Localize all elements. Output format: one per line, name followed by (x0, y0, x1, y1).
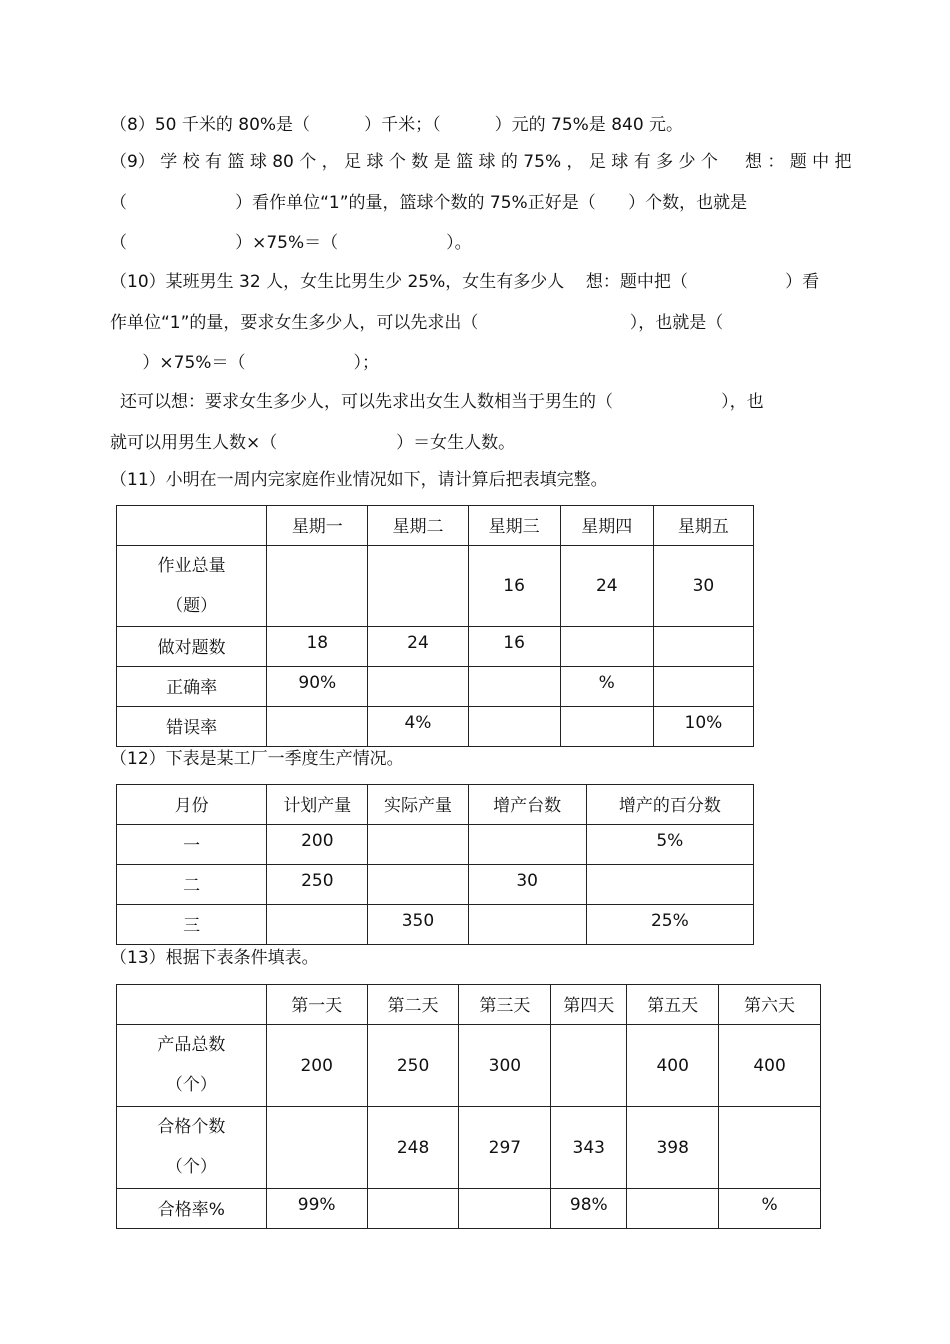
header-cell: 第五天 (627, 985, 719, 1025)
header-cell: 月份 (117, 785, 267, 825)
question-9-line-1: （9） 学 校 有 篮 球 80 个 ， 足 球 个 数 是 篮 球 的 75% ， 足 球 有 多 少 个 想 ： 题 中 把 (110, 152, 852, 172)
table-cell[interactable] (266, 1107, 367, 1189)
question-10-line-2: 作单位“1”的量，要求女生多少人，可以先求出（ ），也就是（ (110, 313, 724, 333)
table-cell[interactable] (459, 1189, 551, 1229)
table-cell: 25% (586, 905, 753, 945)
table-cell[interactable] (368, 825, 468, 865)
table-cell[interactable] (267, 905, 368, 945)
table-cell: 350 (368, 905, 468, 945)
header-cell: 第一天 (266, 985, 367, 1025)
table-cell[interactable] (586, 865, 753, 905)
table-cell: 30 (653, 546, 753, 627)
table-cell: 297 (459, 1107, 551, 1189)
header-cell: 星期二 (368, 506, 468, 546)
table-cell[interactable] (719, 1107, 821, 1189)
header-cell: 星期五 (653, 506, 753, 546)
question-12: （12）下表是某工厂一季度生产情况。 (110, 749, 404, 769)
table-cell: 300 (459, 1025, 551, 1107)
row-label: 合格个数 （个） (117, 1107, 267, 1189)
quality-table (116, 984, 821, 1229)
table-cell[interactable] (267, 707, 368, 747)
table-cell[interactable] (368, 667, 468, 707)
header-cell: 星期一 (267, 506, 368, 546)
question-9-line-2: （ ）看作单位“1”的量，篮球个数的 75%正好是（ ）个数，也就是 (110, 193, 748, 213)
table-cell[interactable] (551, 1025, 627, 1107)
table-cell: 10% (653, 707, 753, 747)
table-cell[interactable] (267, 546, 368, 627)
table-cell: 400 (719, 1025, 821, 1107)
row-label: 错误率 (117, 707, 267, 747)
row-label: 正确率 (117, 667, 267, 707)
table-cell[interactable] (468, 825, 586, 865)
header-cell: 第三天 (459, 985, 551, 1025)
table-cell[interactable] (627, 1189, 719, 1229)
table-cell: 98% (551, 1189, 627, 1229)
table-cell: 343 (551, 1107, 627, 1189)
question-9-line-3: （ ）×75%＝（ ）。 (110, 233, 472, 253)
question-10-line-5: 就可以用男生人数×（ ）＝女生人数。 (110, 433, 516, 453)
header-cell: 实际产量 (368, 785, 468, 825)
table-cell: 16 (468, 546, 560, 627)
table-cell[interactable] (653, 667, 753, 707)
row-label: 作业总量 （题） (117, 546, 267, 627)
row-label: 三 (117, 905, 267, 945)
table-cell[interactable] (367, 1189, 459, 1229)
row-label: 一 (117, 825, 267, 865)
header-cell (117, 506, 267, 546)
row-label: 产品总数 （个） (117, 1025, 267, 1107)
question-10-line-1: （10）某班男生 32 人，女生比男生少 25%，女生有多少人 想：题中把（ ）看 (110, 272, 820, 292)
header-cell: 星期四 (560, 506, 653, 546)
header-cell: 计划产量 (267, 785, 368, 825)
question-8: （8）50 千米的 80%是（ ）千米；（ ）元的 75%是 840 元。 (110, 115, 684, 135)
question-10-line-4: 还可以想：要求女生多少人，可以先求出女生人数相当于男生的（ ），也 (120, 392, 764, 412)
table-cell: 400 (627, 1025, 719, 1107)
header-cell: 第四天 (551, 985, 627, 1025)
table-cell: 24 (368, 627, 468, 667)
table-cell[interactable] (560, 707, 653, 747)
table-cell[interactable] (468, 667, 560, 707)
homework-table (116, 505, 754, 747)
table-cell: 398 (627, 1107, 719, 1189)
question-10-line-3: ）×75%＝（ ）； (110, 353, 380, 373)
table-cell: 200 (267, 825, 368, 865)
row-label: 二 (117, 865, 267, 905)
table-cell: 18 (267, 627, 368, 667)
table-cell: 99% (266, 1189, 367, 1229)
table-cell: 4% (368, 707, 468, 747)
table-cell[interactable] (560, 627, 653, 667)
header-cell: 增产台数 (468, 785, 586, 825)
table-cell[interactable]: % (719, 1189, 821, 1229)
table-cell: 16 (468, 627, 560, 667)
table-cell: 250 (367, 1025, 459, 1107)
table-cell: 30 (468, 865, 586, 905)
table-cell: 250 (267, 865, 368, 905)
table-cell[interactable] (368, 546, 468, 627)
header-cell: 星期三 (468, 506, 560, 546)
header-cell (117, 985, 267, 1025)
question-11: （11）小明在一周内完家庭作业情况如下，请计算后把表填完整。 (110, 470, 608, 490)
production-table (116, 784, 754, 945)
table-cell: 24 (560, 546, 653, 627)
table-cell[interactable] (468, 707, 560, 747)
table-cell[interactable] (653, 627, 753, 667)
row-label: 做对题数 (117, 627, 267, 667)
header-cell: 第六天 (719, 985, 821, 1025)
table-cell: 90% (267, 667, 368, 707)
table-cell[interactable] (468, 905, 586, 945)
header-cell: 增产的百分数 (586, 785, 753, 825)
table-cell: 248 (367, 1107, 459, 1189)
table-cell[interactable] (368, 865, 468, 905)
table-cell: 200 (266, 1025, 367, 1107)
table-cell[interactable]: % (560, 667, 653, 707)
table-cell: 5% (586, 825, 753, 865)
header-cell: 第二天 (367, 985, 459, 1025)
question-13: （13）根据下表条件填表。 (110, 948, 319, 968)
row-label: 合格率% (117, 1189, 267, 1229)
